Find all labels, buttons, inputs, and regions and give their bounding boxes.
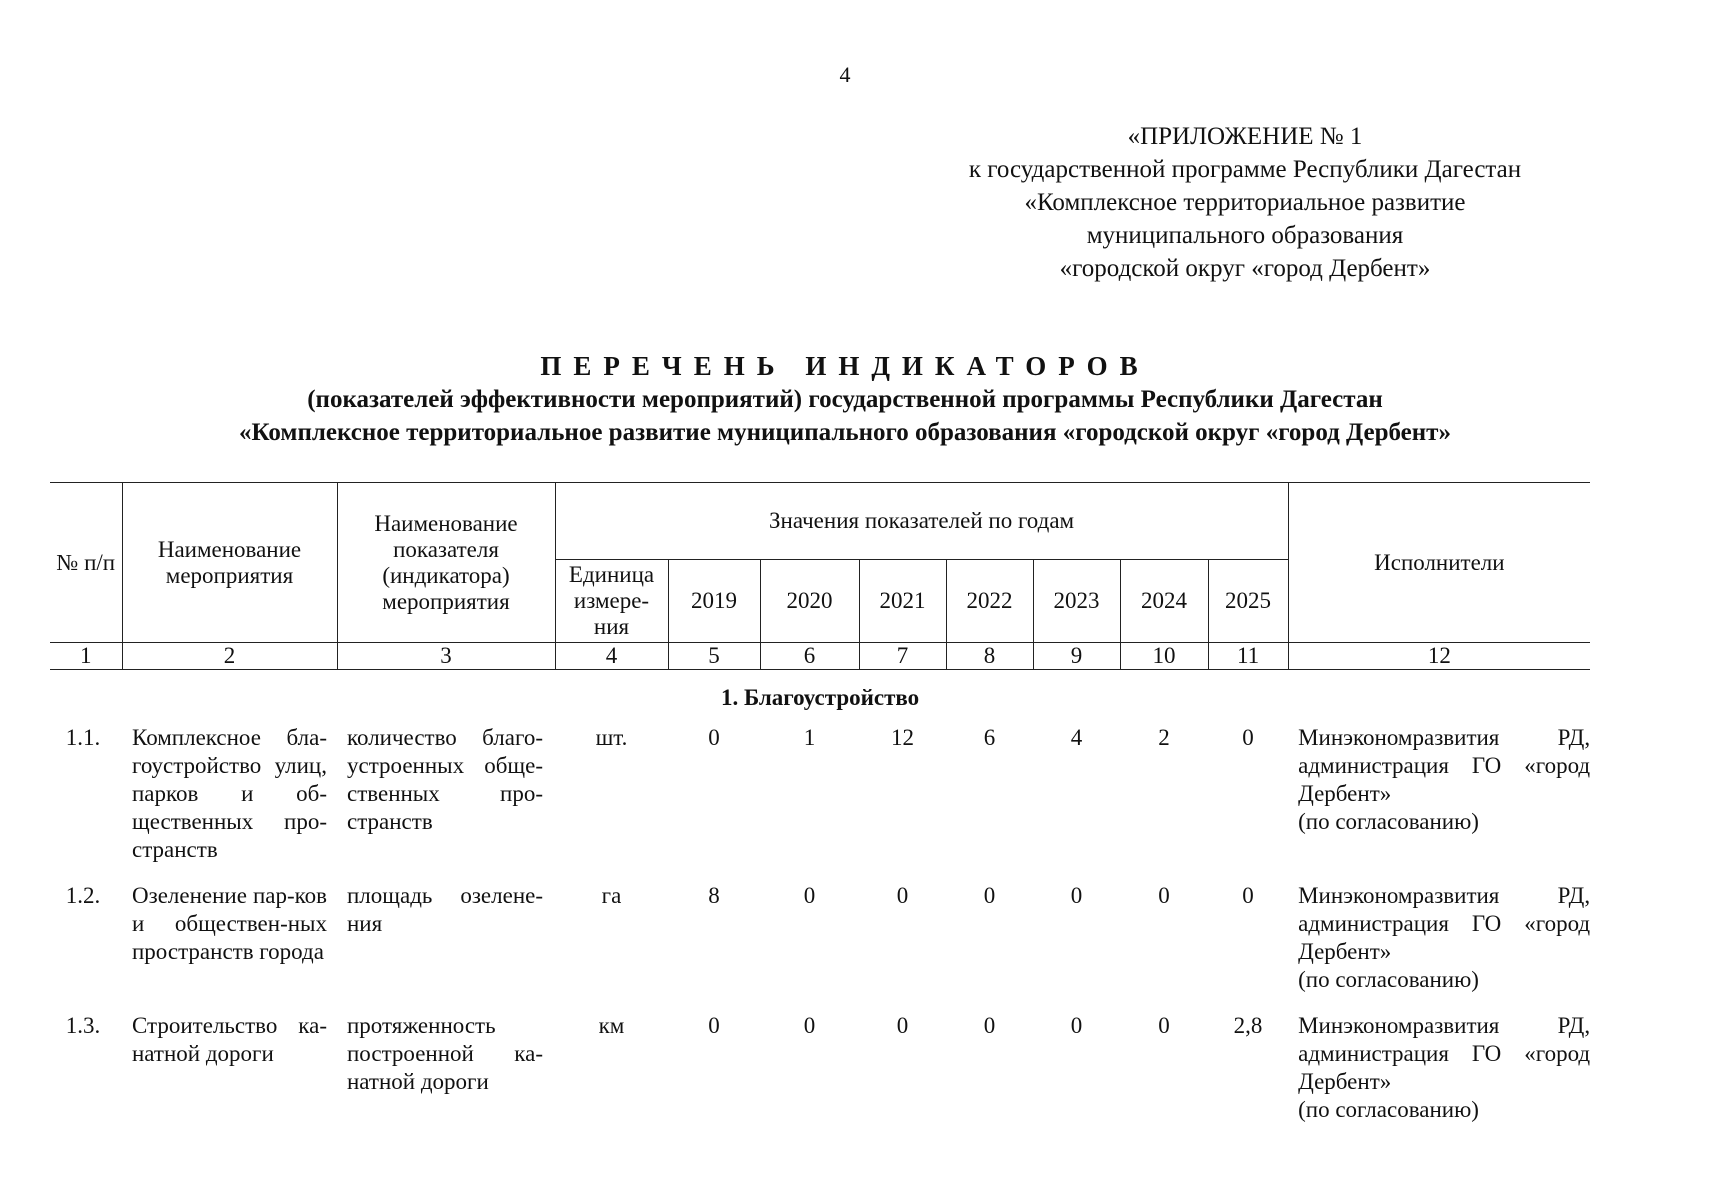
row-indicator: количество благо-устроенных обще-ственных про-странств xyxy=(347,725,543,834)
header-num: № п/п xyxy=(50,483,122,643)
column-number: 4 xyxy=(555,643,668,670)
header-year: 2019 xyxy=(668,560,760,643)
document-title xyxy=(40,350,1650,449)
executors-note: (по согласованию) xyxy=(1298,967,1479,992)
row-value: 0 xyxy=(983,1013,996,1038)
header-year: 2022 xyxy=(946,560,1033,643)
header-executors: Исполнители xyxy=(1288,483,1590,643)
row-number: 1.1. xyxy=(65,725,101,750)
row-value: 0 xyxy=(803,1013,816,1038)
column-number: 12 xyxy=(1288,643,1590,670)
row-unit: км xyxy=(598,1013,625,1038)
row-value: 12 xyxy=(891,725,914,750)
header-unit: Единица измере-ния xyxy=(555,560,668,643)
row-value: 8 xyxy=(708,883,720,908)
executors-text: Минэкономразвития РД, администрация ГО «город Дербент» xyxy=(1298,883,1591,964)
row-value: 0 xyxy=(896,883,909,908)
header-activity: Наименование мероприятия xyxy=(122,483,337,643)
page-number: 4 xyxy=(839,62,851,87)
row-value: 6 xyxy=(983,725,996,750)
column-number: 5 xyxy=(668,643,760,670)
row-value: 0 xyxy=(1158,883,1170,908)
executors-note: (по согласованию) xyxy=(1298,1097,1479,1122)
appendix-line: к государственной программе Республики Дагестан xyxy=(968,156,1522,183)
row-indicator: протяженность построенной ка-натной дороги xyxy=(347,1013,543,1094)
executors-note: (по согласованию) xyxy=(1298,809,1479,834)
row-value: 4 xyxy=(1070,725,1083,750)
row-value: 0 xyxy=(708,1013,720,1038)
row-value: 0 xyxy=(708,725,720,750)
section-row xyxy=(50,670,1590,725)
row-unit: га xyxy=(601,883,622,908)
row-value: 1 xyxy=(803,725,816,750)
row-value: 0 xyxy=(1070,883,1083,908)
row-executors xyxy=(1288,724,1590,882)
row-value: 0 xyxy=(1242,725,1254,750)
row-number: 1.2. xyxy=(65,883,101,908)
row-value: 0 xyxy=(1242,883,1254,908)
appendix-line: «ПРИЛОЖЕНИЕ № 1 xyxy=(1127,123,1363,150)
header-year: 2025 xyxy=(1208,560,1288,643)
row-activity: Комплексное бла-гоустройство улиц, парков и об-щественных про-странств xyxy=(132,725,327,862)
appendix-header xyxy=(830,120,1660,285)
column-number: 6 xyxy=(760,643,859,670)
executors-text: Минэкономразвития РД, администрация ГО «город Дербент» xyxy=(1298,1013,1591,1094)
header-year: 2020 xyxy=(760,560,859,643)
table-row xyxy=(50,1012,1590,1142)
header-year: 2023 xyxy=(1033,560,1120,643)
column-number: 10 xyxy=(1120,643,1208,670)
header-year: 2024 xyxy=(1120,560,1208,643)
row-executors xyxy=(1288,1012,1590,1142)
column-number: 9 xyxy=(1033,643,1120,670)
title-main: ПЕРЕЧЕНЬ ИНДИКАТОРОВ xyxy=(540,351,1150,381)
row-unit: шт. xyxy=(595,725,628,750)
row-value: 2 xyxy=(1158,725,1170,750)
column-number: 7 xyxy=(859,643,946,670)
row-value: 0 xyxy=(1070,1013,1083,1038)
header-indicator: Наименование показателя (индикатора) мероприятия xyxy=(337,483,555,643)
appendix-line: муниципального образования xyxy=(1086,222,1404,249)
row-value: 0 xyxy=(983,883,996,908)
column-number: 2 xyxy=(122,643,337,670)
indicators-table xyxy=(50,482,1590,1142)
row-value: 0 xyxy=(1158,1013,1170,1038)
row-number: 1.3. xyxy=(65,1013,101,1038)
row-activity: Строительство ка-натной дороги xyxy=(132,1013,327,1066)
title-line: «Комплексное территориальное развитие муниципального образования «городской округ «город Дербент» xyxy=(239,419,1451,446)
appendix-line: «Комплексное территориальное развитие xyxy=(1024,189,1466,216)
column-number: 3 xyxy=(337,643,555,670)
row-activity: Озеленение пар-ков и обществен-ных пространств города xyxy=(132,883,327,964)
table-row xyxy=(50,724,1590,882)
column-number: 11 xyxy=(1208,643,1288,670)
column-number: 8 xyxy=(946,643,1033,670)
row-value: 0 xyxy=(896,1013,909,1038)
header-values-group: Значения показателей по годам xyxy=(555,483,1288,560)
appendix-line: «городской округ «город Дербент» xyxy=(1059,255,1431,282)
row-indicator: площадь озелене-ния xyxy=(347,883,543,936)
title-line: (показателей эффективности мероприятий) государственной программы Республики Дагестан xyxy=(307,386,1383,413)
table-row xyxy=(50,882,1590,1012)
row-executors xyxy=(1288,882,1590,1012)
column-number: 1 xyxy=(50,643,122,670)
executors-text: Минэкономразвития РД, администрация ГО «город Дербент» xyxy=(1298,725,1591,806)
row-value: 0 xyxy=(803,883,816,908)
row-value: 2,8 xyxy=(1233,1013,1263,1038)
section-title: 1. Благоустройство xyxy=(720,685,920,710)
header-year: 2021 xyxy=(859,560,946,643)
